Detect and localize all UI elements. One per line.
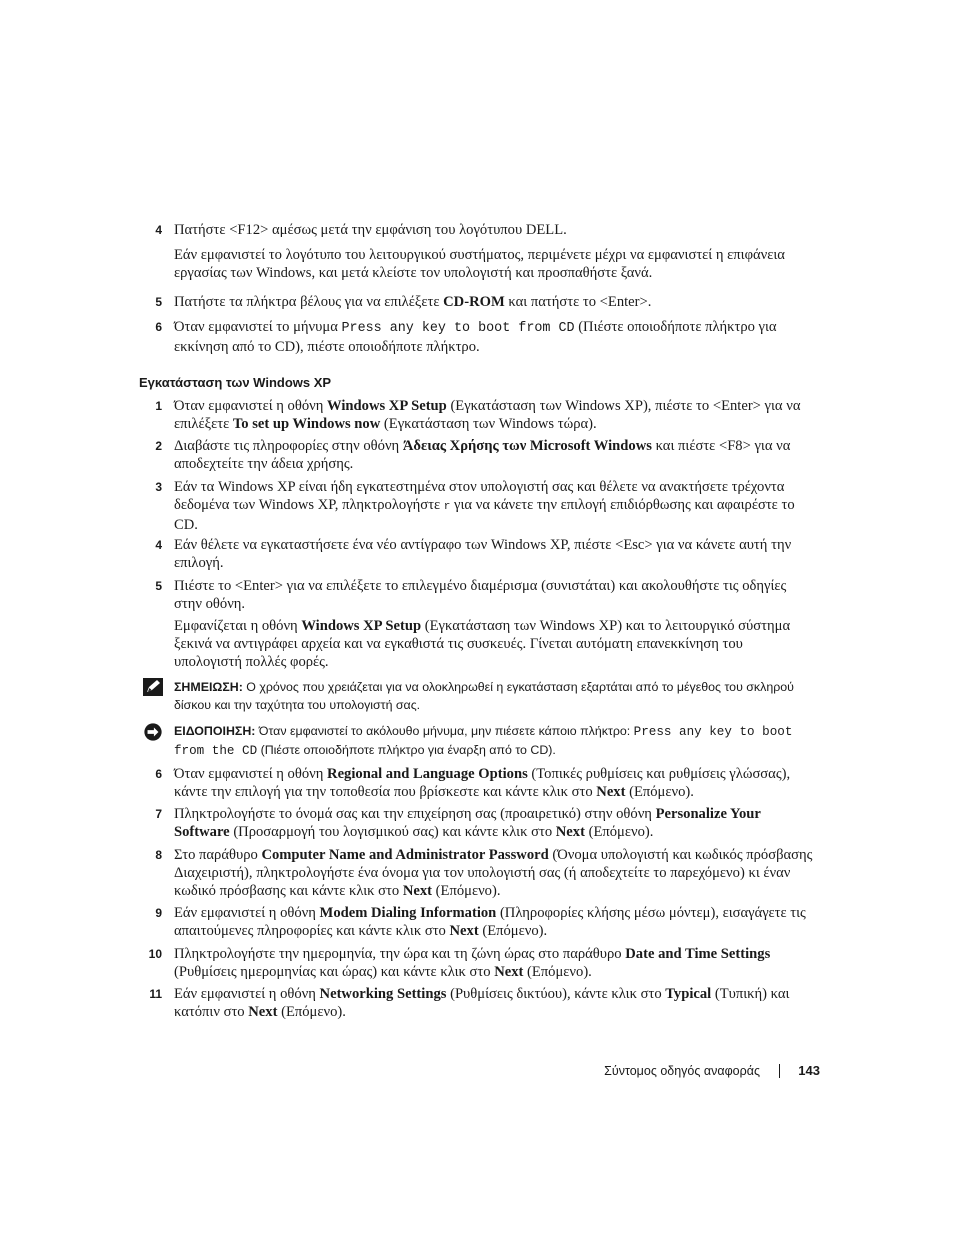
step-bold: Next [494, 964, 524, 980]
step-number: 4 [155, 538, 162, 552]
step-1 [155, 397, 814, 433]
step-text: (Επόμενο). [625, 784, 694, 800]
step-5 [155, 577, 814, 613]
step-text: (Εγκατάσταση των Windows XP), πιέστε το <Enter> για να επιλέξετε [174, 398, 801, 432]
step-bold: Computer Name and Administrator Password [261, 847, 549, 863]
step-7 [155, 805, 814, 841]
step-text: Όταν εμφανιστεί η οθόνη [174, 766, 328, 782]
step-text: και πατήστε το <Enter>. [504, 294, 652, 310]
paragraph-text: Εμφανίζεται η οθόνη [174, 618, 302, 634]
step-text: Πατήστε τα πλήκτρα βέλους για να επιλέξετε [174, 294, 444, 310]
step-text: Πατήστε <F12> αμέσως μετά την εμφάνιση του λογότυπου DELL. [174, 222, 567, 238]
step-text: Εάν τα Windows XP είναι ήδη εγκατεστημένα στον υπολογιστή σας και θέλετε να ανακτήσετε τρέχοντα δεδομένα των Windows XP, πληκτρολογήστε [174, 479, 785, 513]
step-bold: Next [402, 883, 433, 899]
step-2 [155, 437, 814, 473]
paragraph-text: (Εγκατάσταση των Windows XP) και το λειτουργικό σύστημα ξεκινά να αντιγράφει αρχεία και να εγκαθιστά τις συσκευές. Γίνεται αυτόματη επανεκκίνηση του υπολογιστή πολλές φορές. [174, 618, 791, 670]
step-bold: Next [596, 784, 626, 800]
step-text: Όταν εμφανιστεί η οθόνη [174, 398, 328, 414]
step-4 [155, 536, 814, 572]
step-8 [155, 846, 814, 900]
step-code: Press any key to boot from CD [341, 321, 575, 336]
step-number: 8 [155, 848, 162, 862]
step-bold: Modem Dialing Information [319, 905, 497, 921]
step-number: 4 [155, 223, 162, 237]
step-9 [155, 904, 814, 940]
step-bold: Next [449, 923, 479, 939]
step-code: r [443, 501, 451, 513]
notice-block [174, 723, 819, 760]
step-bold: CD-ROM [443, 294, 505, 310]
step-text: (Προσαρμογή του λογισμικού σας) και κάντε κλικ στο [229, 824, 556, 840]
step-bold: Date and Time Settings [625, 946, 771, 962]
step-text: (Επόμενο). [584, 824, 654, 840]
step-text: Όταν εμφανιστεί το μήνυμα [174, 319, 342, 335]
step-text: (Επόμενο). [277, 1004, 346, 1020]
step-text: (Πληροφορίες κλήσης μέσω μόντεμ), εισαγάγετε τις απαιτούμενες πληροφορίες και κάντε κλικ στο [174, 905, 806, 939]
page-number: 143 [798, 1063, 820, 1078]
step-text: (Επόμενο). [523, 964, 592, 980]
footer-title: Σύντομος οδηγός αναφοράς [604, 1064, 760, 1078]
paragraph-bold: Windows XP Setup [301, 618, 422, 634]
step-bold: Windows XP Setup [327, 398, 447, 414]
note-text: Ο χρόνος που χρειάζεται για να ολοκληρωθεί η εγκατάσταση εξαρτάται από το μέγεθος του σκληρού δίσκου και την ταχύτητα του υπολογιστή σας. [174, 680, 794, 712]
step-bold: Next [555, 824, 585, 840]
step-number: 6 [155, 320, 162, 334]
step-number: 1 [155, 399, 162, 413]
step-text: (Επόμενο). [478, 923, 548, 939]
step-bold: To set up Windows now [232, 416, 381, 432]
step-bold: Typical [665, 986, 712, 1002]
top-step-5 [155, 293, 814, 311]
note-pencil-icon [142, 677, 164, 697]
note-label: ΣΗΜΕΙΩΣΗ: [174, 680, 243, 694]
step-number: 5 [155, 295, 162, 309]
step-bold: Regional and Language Options [327, 766, 528, 782]
step-bold: Next [248, 1004, 278, 1020]
step-text: (Εγκατάσταση των Windows τώρα). [380, 416, 597, 432]
step-11 [149, 985, 814, 1021]
step-bold: Networking Settings [319, 986, 447, 1002]
step-4-paragraph: Εάν εμφανιστεί το λογότυπο του λειτουργικού συστήματος, περιμένετε μέχρι να εμφανιστεί η επιφάνεια εργασίας των Windows, και μετά κλείστε τον υπολογιστή και προσπαθήστε ξανά. [174, 247, 785, 281]
step-text: Εάν θέλετε να εγκαταστήσετε ένα νέο αντίγραφο των Windows XP, πιέστε <Esc> για να κάνετε αυτή την επιλογή. [174, 537, 792, 571]
note-block [174, 679, 819, 714]
notice-icon [142, 722, 164, 742]
notice-text: Όταν εμφανιστεί το ακόλουθο μήνυμα, μην πιέσετε κάποιο πλήκτρο: [255, 724, 634, 738]
step-10 [148, 945, 814, 981]
step-text: Πληκτρολογήστε την ημερομηνία, την ώρα και τη ζώνη ώρας στο παράθυρο [174, 946, 626, 962]
step-bold: Personalize Your Software [174, 806, 761, 840]
step-text: (Επόμενο). [432, 883, 501, 899]
step-number: 6 [155, 767, 162, 781]
step-number: 7 [155, 807, 162, 821]
step-number: 2 [155, 439, 162, 453]
step-number: 10 [148, 947, 162, 961]
step-text: Πιέστε το <Enter> για να επιλέξετε το επιλεγμένο διαμέρισμα (συνιστάται) και ακολουθήστε τις οδηγίες στην οθόνη. [174, 578, 787, 612]
step-text: και πιέστε <F8> για να αποδεχτείτε την άδεια χρήσης. [174, 438, 791, 472]
step-text: (Ρυθμίσεις δικτύου), κάντε κλικ στο [446, 986, 666, 1002]
top-step-4 [155, 221, 814, 239]
notice-label: ΕΙΔΟΠΟΙΗΣΗ: [174, 724, 256, 738]
notice-text: (Πιέστε οποιοδήποτε πλήκτρο για έναρξη από το CD). [257, 742, 556, 757]
step-text: Στο παράθυρο [174, 847, 262, 863]
step-text: Εάν εμφανιστεί η οθόνη [174, 986, 320, 1002]
step-number: 11 [149, 987, 162, 1001]
top-step-6 [155, 318, 814, 356]
step-text: για να κάνετε την επιλογή επιδιόρθωσης και αφαιρέστε το CD. [174, 497, 795, 533]
step-number: 5 [155, 579, 162, 593]
step-text: Πληκτρολογήστε το όνομά σας και την επιχείρηση σας (προαιρετικό) στην οθόνη [174, 806, 656, 822]
step-text: (Τοπικές ρυθμίσεις και ρυθμίσεις γλώσσας), κάντε την επιλογή για την τοποθεσία που βρίσκεστε και κάντε κλικ στο [174, 766, 791, 800]
step-6 [155, 765, 814, 801]
step-text: (Τυπική) και κατόπιν στο [174, 986, 790, 1020]
step-text: (Ρυθμίσεις ημερομηνίας και ώρας) και κάντε κλικ στο [174, 964, 495, 980]
step-bold: Άδειας Χρήσης των Microsoft Windows [402, 438, 652, 454]
section-heading: Εγκατάσταση των Windows XP [139, 375, 332, 390]
step-text: (Πιέστε οποιοδήποτε πλήκτρο για εκκίνηση από το CD), πιέστε οποιοδήποτε πλήκτρο. [174, 319, 777, 355]
step-number: 9 [155, 906, 162, 920]
step-number: 3 [155, 480, 162, 494]
step-text: Διαβάστε τις πληροφορίες στην οθόνη [174, 438, 403, 454]
notice-code: Press any key to boot from the CD [174, 725, 793, 758]
step-3 [155, 478, 814, 534]
step-5-paragraph [174, 617, 814, 671]
footer-separator [779, 1064, 780, 1078]
step-text: (Όνομα υπολογιστή και κωδικός πρόσβασης Διαχειριστή), πληκτρολογήστε ένα όνομα για τον υπολογιστή σας (ή αποδεχτείτε το παρεχόμενο) κι έναν κωδικό πρόσβασης και κάντε κλικ στο [174, 847, 813, 899]
step-text: Εάν εμφανιστεί η οθόνη [174, 905, 320, 921]
